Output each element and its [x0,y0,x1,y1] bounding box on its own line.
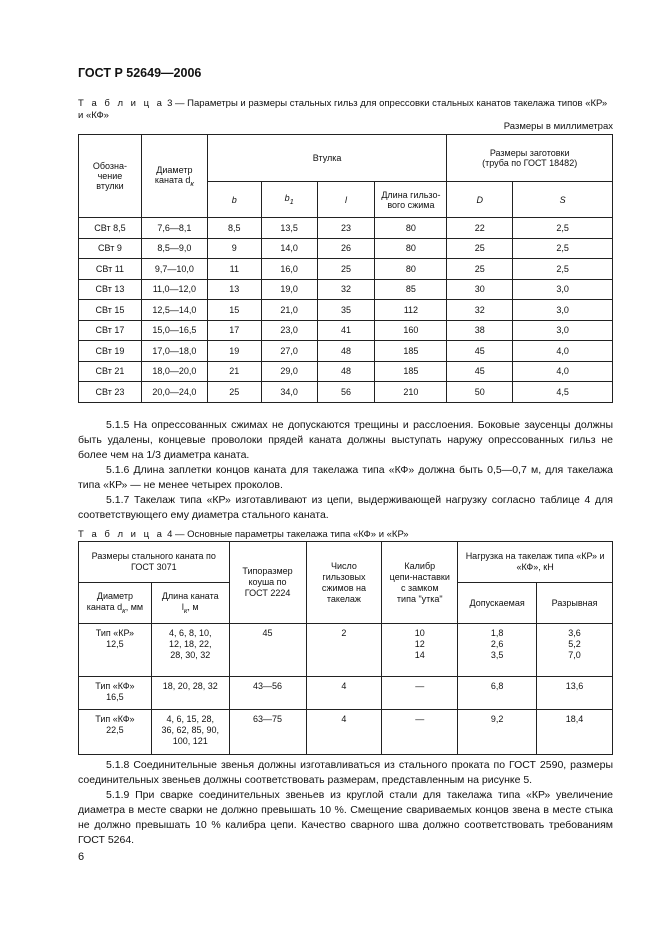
paragraph-5-1-7: 5.1.7 Такелаж типа «КР» изготавливают из цепи, выдерживающей нагрузку согласно таблице 4 для соответствующего ему диаметра стального каната. [78,494,613,521]
table3-row [79,341,613,362]
paragraphs-block-1 [78,418,613,523]
table3-caption [78,98,607,122]
table3-cell: СВт 21 [79,361,142,382]
table3-row [79,238,613,259]
table3-row [79,320,613,341]
table3-cell: 22 [447,218,513,239]
table3-cell: 18,0—20,0 [141,361,207,382]
table3-cell: 25 [447,238,513,259]
table3-header-l: l [317,182,375,218]
table3-cell: СВт 15 [79,300,142,321]
table4-cell: — [382,677,458,710]
table4-row [79,677,613,710]
table4-cell: 18, 20, 28, 32 [151,677,229,710]
table3-caption-word: Т а б л и ц а [78,98,165,109]
table3-cell: 25 [317,259,375,280]
table3-cell: 50 [447,382,513,403]
table3-cell: 80 [375,218,447,239]
table3-cell: 80 [375,238,447,259]
paragraphs-block-2 [78,758,613,848]
table3-cell: СВт 9 [79,238,142,259]
table3-cell: 4,5 [513,382,613,403]
table4-cell: — [382,710,458,755]
table3-cell: 29,0 [261,361,317,382]
table3 [78,134,613,403]
table4-header-length: Длина каната $l_к$, м [151,583,229,624]
table3-cell: 16,0 [261,259,317,280]
table3-cell: 35 [317,300,375,321]
table3-header-b: b [207,182,261,218]
table3-cell: 85 [375,279,447,300]
table3-cell: 34,0 [261,382,317,403]
table4-header-diameter: Диаметр каната $d_к$, мм [79,583,152,624]
table4-row [79,710,613,755]
table4 [78,541,613,755]
table4-cell: 13,6 [537,677,613,710]
table4-cell: 4, 6, 8, 10, 12, 18, 22, 28, 30, 32 [151,624,229,677]
table3-cell: 32 [317,279,375,300]
table4-cell: 4 [306,677,382,710]
table3-cell: 3,0 [513,279,613,300]
table3-cell: 23 [317,218,375,239]
table3-row [79,361,613,382]
table3-cell: 11 [207,259,261,280]
table3-cell: 21 [207,361,261,382]
table3-units: Размеры в миллиметрах [503,121,613,132]
table3-cell: 56 [317,382,375,403]
table3-cell: СВт 19 [79,341,142,362]
table4-cell: 1,8 2,6 3,5 [458,624,537,677]
table3-cell: 41 [317,320,375,341]
table4-header-breaking: Разрывная [537,583,613,624]
table3-header-blank: Размеры заготовки (труба по ГОСТ 18482) [447,135,613,182]
table3-cell: 8,5—9,0 [141,238,207,259]
table3-row [79,382,613,403]
table4-cell: Тип «КР» 12,5 [79,624,152,677]
table3-cell: СВт 13 [79,279,142,300]
document-header: ГОСТ Р 52649—2006 [78,66,202,80]
table3-cell: 14,0 [261,238,317,259]
table3-cell: 3,0 [513,300,613,321]
table4-cell: 43—56 [229,677,306,710]
table3-cell: 19,0 [261,279,317,300]
table3-cell: 27,0 [261,341,317,362]
table4-cell: 6,8 [458,677,537,710]
table3-cell: 9 [207,238,261,259]
table3-cell: 20,0—24,0 [141,382,207,403]
table3-cell: 45 [447,361,513,382]
table3-cell: 32 [447,300,513,321]
table4-caption-word: Т а б л и ц а [78,529,165,540]
table4-row [79,624,613,677]
table4-header-thimble: Типоразмер коуша по ГОСТ 2224 [229,542,306,624]
table3-cell: 13 [207,279,261,300]
table3-row [79,279,613,300]
table3-caption-text: 3 — Параметры и размеры стальных гильз для опрессовки стальных канатов такелажа типов «КР» [167,98,608,109]
table3-cell: 23,0 [261,320,317,341]
table3-cell: 12,5—14,0 [141,300,207,321]
table3-header-D: D [447,182,513,218]
table4-cell: 4, 6, 15, 28, 36, 62, 85, 90, 100, 121 [151,710,229,755]
table4-cell: 9,2 [458,710,537,755]
table3-cell: СВт 23 [79,382,142,403]
table3-cell: 15,0—16,5 [141,320,207,341]
table3-cell: 7,6—8,1 [141,218,207,239]
table3-cell: 17,0—18,0 [141,341,207,362]
table3-cell: 4,0 [513,361,613,382]
table4-header-caliber: Калибр цепи-наставки с замком типа "утка" [382,542,458,624]
table3-cell: 26 [317,238,375,259]
table3-cell: 112 [375,300,447,321]
table3-cell: 19 [207,341,261,362]
table3-cell: 2,5 [513,238,613,259]
table4-cell: 4 [306,710,382,755]
table3-header-b1: $b_1$ [261,182,317,218]
page-number: 6 [78,851,85,863]
table3-cell: 13,5 [261,218,317,239]
table3-cell: 185 [375,341,447,362]
paragraph-5-1-5: 5.1.5 На опрессованных сжимах не допускаются трещины и расслоения. Боковые заусенцы должны быть удалены, концевые проволоки прядей каната должны выступать наружу опрессованных гильз не более чем на 1/3 диаметра каната. [78,419,613,461]
table3-cell: 21,0 [261,300,317,321]
table3-cell: 2,5 [513,218,613,239]
table4-cell: 45 [229,624,306,677]
table4-header-rope: Размеры стального каната по ГОСТ 3071 [79,542,230,583]
table3-cell: 3,0 [513,320,613,341]
table3-header-S: S [513,182,613,218]
table3-header-diameter: Диаметр каната $d_к$ [141,135,207,218]
table4-cell: 63—75 [229,710,306,755]
table3-cell: 160 [375,320,447,341]
table3-cell: 15 [207,300,261,321]
table4-cell: 3,6 5,2 7,0 [537,624,613,677]
table4-cell: 10 12 14 [382,624,458,677]
paragraph-5-1-9: 5.1.9 При сварке соединительных звеньев из круглой стали для такелажа типа «КР» увеличение диаметра в месте сварки не должно превышать 10 %. Смещение свариваемых концов звена в месте стыка не должно превышать 10 % калибра цепи. Качество сварного шва должно соответствовать требованиям ГОСТ 5264. [78,789,613,846]
table3-cell: 80 [375,259,447,280]
table3-cell: 30 [447,279,513,300]
table3-cell: СВт 17 [79,320,142,341]
table3-cell: 8,5 [207,218,261,239]
table4-cell: 2 [306,624,382,677]
table3-header-designation: Обозна- чение втулки [79,135,142,218]
table4-caption-text: 4 — Основные параметры такелажа типа «КФ» и «КР» [167,529,409,540]
table3-row [79,300,613,321]
table3-cell: 48 [317,361,375,382]
table3-cell: СВт 8,5 [79,218,142,239]
table3-cell: 25 [447,259,513,280]
table3-cell: 2,5 [513,259,613,280]
table3-cell: 11,0—12,0 [141,279,207,300]
table4-cell: Тип «КФ» 16,5 [79,677,152,710]
table3-cell: 185 [375,361,447,382]
table3-row [79,259,613,280]
table3-cell: 45 [447,341,513,362]
table4-header-allowable: Допускаемая [458,583,537,624]
table3-cell: СВт 11 [79,259,142,280]
table4-cell: Тип «КФ» 22,5 [79,710,152,755]
table3-cell: 210 [375,382,447,403]
table3-header-bushing: Втулка [207,135,447,182]
table3-row [79,218,613,239]
table3-cell: 25 [207,382,261,403]
table3-cell: 48 [317,341,375,362]
paragraph-5-1-6: 5.1.6 Длина заплетки концов каната для такелажа типа «КФ» должна быть 0,5—0,7 м, для такелажа типа «КР» — не менее четырех проколов. [78,464,613,491]
table4-cell: 18,4 [537,710,613,755]
table3-cell: 4,0 [513,341,613,362]
table3-caption-text-2: и «КФ» [78,110,109,121]
table4-header-clamps: Число гильзовых сжимов на такелаж [306,542,382,624]
table4-header-load: Нагрузка на такелаж типа «КР» и «КФ», кН [458,542,613,583]
table3-cell: 38 [447,320,513,341]
table3-cell: 9,7—10,0 [141,259,207,280]
paragraph-5-1-8: 5.1.8 Соединительные звенья должны изготавливаться из стального проката по ГОСТ 2590, размеры соединительных звеньев должны соответствовать размерам, представленным на рисунке 5. [78,759,613,786]
table3-header-length: Длина гильзо- вого сжима [375,182,447,218]
table4-caption [78,529,409,541]
table3-cell: 17 [207,320,261,341]
